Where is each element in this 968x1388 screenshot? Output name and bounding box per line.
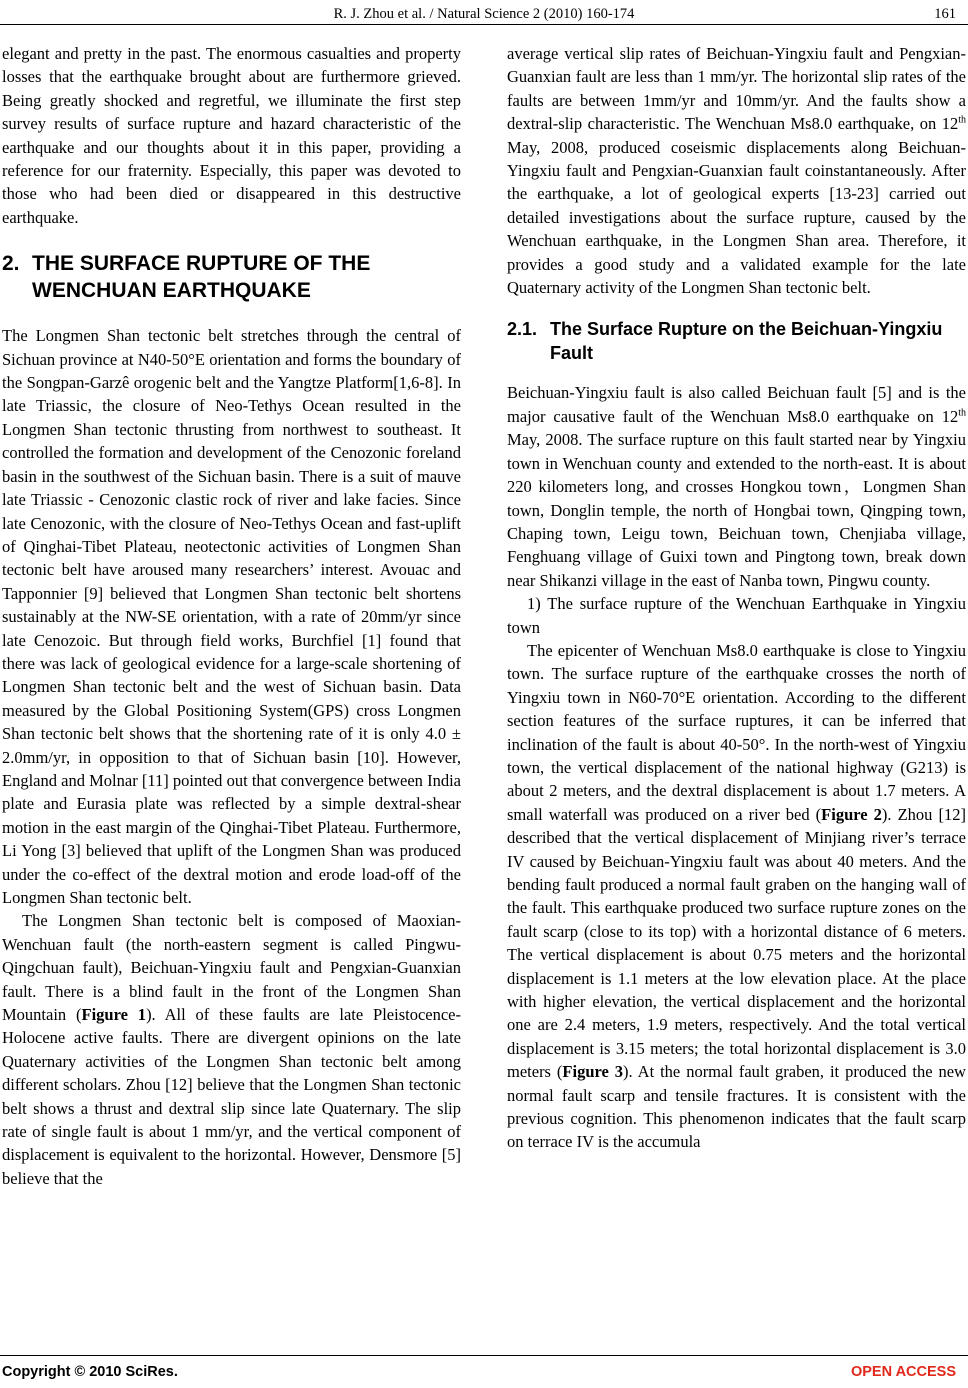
figure-1-reference[interactable]: Figure 1 bbox=[81, 1005, 147, 1025]
figure-3-reference[interactable]: Figure 3 bbox=[562, 1062, 624, 1082]
subsection-title: The Surface Rupture on the Beichuan-Yingxiu Fault bbox=[550, 319, 943, 364]
paragraph-slip-rates: average vertical slip rates of Beichuan-Yingxiu fault and Pengxian-Guanxian fault are less than 1 mm/yr. The horizontal slip rates of the faults are between 1mm/yr and 10mm/yr. And the faults show a dextral-slip characteristic. The Wenchuan Ms8.0 earthquake, on 12th May, 2008, produced coseismic displacements along Beichuan-Yingxiu fault and Pengxian-Guanxian fault coinstantaneously. After the earthquake, a lot of geological experts [13-23] carried out detailed investigations about the surface rupture, caused by the Wenchuan earthquake, in the Longmen Shan area. Therefore, it provides a good study and a validated example for the late Quaternary activity of the Longmen Shan tectonic belt. bbox=[507, 44, 966, 298]
right-column bbox=[507, 42, 966, 1154]
paragraph-faults: The Longmen Shan tectonic belt is composed of Maoxian-Wenchuan fault (the north-eastern segment is called Pingwu-Qingchuan fault), Beichuan-Yingxiu fault and Pengxian-Guanxian fault. There is a blind fault in the front of the Longmen Shan Mountain (Figure 1). All of these faults are late Pleistocence-Holocene active faults. There are divergent opinions on the late Quaternary activities of the Longmen Shan tectonic belt among different scholars. Zhou [12] believe that the Longmen Shan tectonic belt shows a thrust and dextral slip since late Quaternary. The slip rate of single fault is about 1 mm/yr, and the vertical component of displacement is equivalent to the horizontal. However, Densmore [5] believe that the bbox=[2, 911, 461, 1188]
header-divider bbox=[0, 24, 968, 25]
running-title: R. J. Zhou et al. / Natural Science 2 (2010) 160-174 bbox=[333, 6, 635, 22]
paragraph-epicenter: The epicenter of Wenchuan Ms8.0 earthquake is close to Yingxiu town. The surface rupture of the earthquake crosses the north of Yingxiu town in N60-70°E orientation. According to the different section features of the surface ruptures, it can be inferred that inclination of the fault is about 40-50°. In the north-west of Yingxiu town, the vertical displacement of the national highway (G213) is about 2 meters, and the dextral displacement is about 1.7 meters. A small waterfall was produced on a river bed (Figure 2). Zhou [12] described that the vertical displacement of Minjiang river’s terrace IV caused by Beichuan-Yingxiu fault was about 40 meters. And the bending fault produced a normal fault graben on the hanging wall of the fault. This earthquake produced two surface rupture zones on the fault scarp (close to its top) with a horizontal distance of 6 meters. The vertical displacement is about 0.75 meters and the horizontal displacement is 1.1 meters at the low elevation place. At the place with higher elevation, the vertical displacement and the horizontal one are 2.4 meters, 1.9 meters, respectively. And the total vertical displacement is 3.15 meters; the total horizontal displacement is 3.0 meters (Figure 3). At the normal fault graben, it produced the new normal fault scarp and tensile fractures. It is consistent with the previous cognition. This phenomenon indicates that the fault scarp on terrace IV is the accumula bbox=[507, 640, 966, 1152]
left-column bbox=[2, 42, 461, 1190]
subsection-heading bbox=[507, 317, 966, 365]
paragraph-intro-continued: elegant and pretty in the past. The enormous casualties and property losses that the earthquake brought about are furthermore grieved. Being greatly shocked and regretful, we illuminate the first step survey results of surface rupture and hazard characteristic of the earthquake and our thoughts about it in this paper, providing a reference for our fraternity. Especially, this paper was devoted to those who had been died or disappeared in this destructive earthquake. bbox=[2, 44, 461, 227]
paragraph-yingxiu-heading: 1) The surface rupture of the Wenchuan Earthquake in Yingxiu town bbox=[507, 594, 966, 637]
page-footer bbox=[0, 1364, 968, 1386]
page-number: 161 bbox=[934, 6, 956, 22]
figure-2-reference[interactable]: Figure 2 bbox=[821, 804, 882, 824]
section-number: 2. bbox=[2, 252, 20, 276]
footer-divider bbox=[0, 1355, 968, 1356]
section-heading bbox=[2, 250, 461, 304]
section-title: THE SURFACE RUPTURE OF THE WENCHUAN EARTHQUAKE bbox=[32, 252, 371, 303]
paragraph-beichuan-fault: Beichuan-Yingxiu fault is also called Beichuan fault [5] and is the major causative fault of the Wenchuan Ms8.0 earthquake on 12th May, 2008. The surface rupture on this fault started near by Yingxiu town in Wenchuan county and extended to the north-east. It is about 220 kilometers long, and crosses Hongkou town，Longmen Shan town, Donglin temple, the north of Hongbai town, Qingping town, Chaping town, Leigu town, Beichuan town, Chenjiaba village, Fenghuang village of Guixi town and Pingtong town, break down near Shikanzi village in the east of Nanba town, Pingwu county. bbox=[507, 383, 966, 590]
subsection-number: 2.1. bbox=[507, 319, 538, 340]
open-access-label: OPEN ACCESS bbox=[850, 1364, 956, 1380]
copyright-notice: Copyright © 2010 SciRes. bbox=[2, 1364, 178, 1380]
running-header bbox=[0, 4, 968, 24]
paragraph-longmen-belt: The Longmen Shan tectonic belt stretches through the central of Sichuan province at N40-50°E orientation and forms the boundary of the Songpan-Garzê orogenic belt and the Yangtze Platform[1,6-8]. In late Triassic, the closure of Neo-Tethys Ocean resulted in the Longmen Shan tectonic thrusting from northwest to southeast. It controlled the formation and development of the Cenozonic foreland basin in the southwest of the Sichuan basin. There is a suit of mauve late Triassic - Cenozonic clastic rock of river and lake facies. Since late Cenozonic, with the closure of Neo-Tethys Ocean and fast-uplift of Qinghai-Tibet Plateau, neotectonic activities of Longmen Shan tectonic belt have aroused many researchers’ interest. Avouac and Tapponnier [9] believed that Longmen Shan tectonic belt shortens sustainably at the NW-SE orientation, with a rate of 20mm/yr since late Cenozoic. But through field works, Burchfiel [1] found that there was lack of geological evidence for a large-scale shortening of Longmen Shan tectonic belt and the west of Sichuan basin. Data measured by the Global Positioning System(GPS) cross Longmen Shan tectonic belt shows that the shortening rate of it is only 4.0 ± 2.0mm/yr, in opposition to that of Sichuan basin [10]. However, England and Molnar [11] pointed out that convergence between India plate and Eurasia plate was reflected by a simple dextral-shear motion in the east margin of the Qinghai-Tibet Plateau. Furthermore, Li Yong [3] believed that uplift of the Longmen Shan was produced under the co-effect of the dextral motion and erode load-off of the Longmen Shan tectonic belt. bbox=[2, 326, 461, 907]
